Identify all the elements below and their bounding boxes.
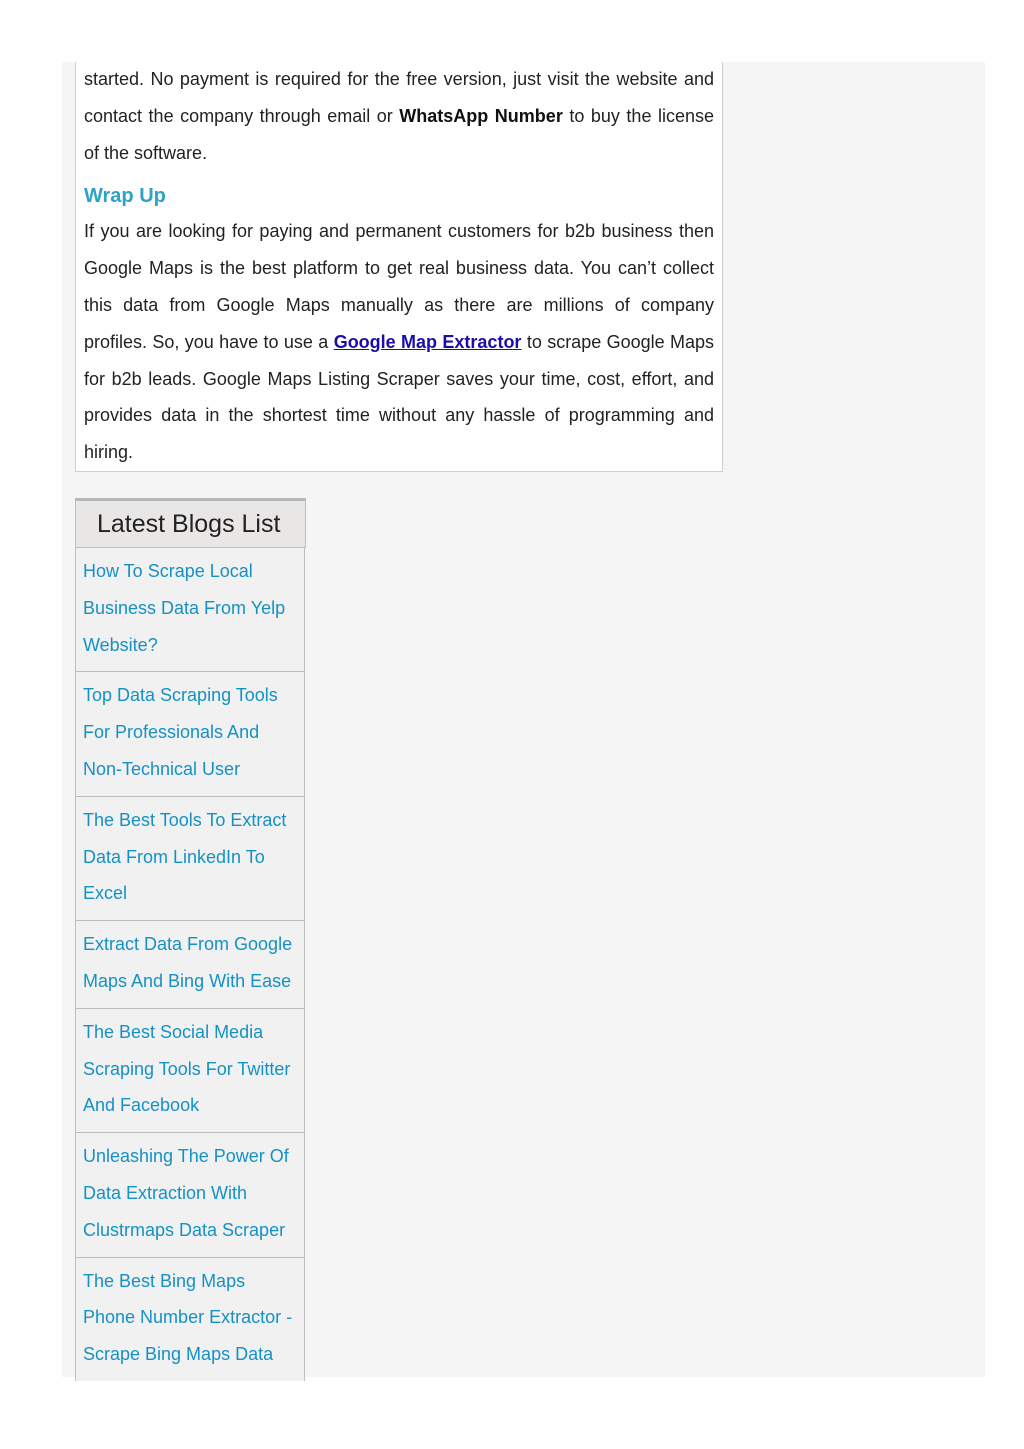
whatsapp-number-text: WhatsApp Number xyxy=(399,105,563,126)
intro-paragraph xyxy=(84,61,714,171)
latest-blogs-sidebar xyxy=(75,498,306,1381)
list-item xyxy=(75,548,305,672)
list-item xyxy=(75,1258,305,1381)
blog-link-linkedin[interactable]: The Best Tools To Extract Data From LinkedIn To Excel xyxy=(83,809,287,904)
intro-text-after: to buy the license of the software. xyxy=(84,105,715,163)
blog-link-bing-maps[interactable]: The Best Bing Maps Phone Number Extractor - Scrape Bing Maps Data xyxy=(83,1270,293,1365)
blog-list xyxy=(75,548,305,1381)
list-item xyxy=(75,1009,305,1133)
wrap-up-paragraph xyxy=(84,213,714,471)
article-content xyxy=(75,62,723,472)
sidebar-title: Latest Blogs List xyxy=(75,498,306,548)
blog-link-social-media[interactable]: The Best Social Media Scraping Tools For Twitter And Facebook xyxy=(83,1021,291,1116)
blog-link-google-bing[interactable]: Extract Data From Google Maps And Bing With Ease xyxy=(83,934,293,991)
wrap-text-before: If you are looking for paying and permanent customers for b2b business then Google Maps is the best platform to get real business data. You can’t collect this data from Google Maps manually as there are millions of company profiles. So, you have to use a xyxy=(84,221,714,352)
list-item xyxy=(75,672,305,796)
google-map-extractor-link[interactable]: Google Map Extractor xyxy=(333,331,522,352)
intro-text-before: started. No payment is required for the free version, just visit the website and contact the company through email or xyxy=(84,69,714,126)
list-item xyxy=(75,921,305,1009)
wrap-text-after: to scrape Google Maps for b2b leads. Google Maps Listing Scraper saves your time, cost, effort, and provides data in the shortest time without any hassle of programming and hiring. xyxy=(84,331,715,463)
blog-link-clustrmaps[interactable]: Unleashing The Power Of Data Extraction With Clustrmaps Data Scraper xyxy=(83,1146,289,1240)
list-item xyxy=(75,797,305,921)
list-item xyxy=(75,1133,305,1257)
blog-link-yelp[interactable]: How To Scrape Local Business Data From Yelp Website? xyxy=(83,561,286,655)
wrap-up-heading: Wrap Up xyxy=(84,185,166,208)
blog-link-scraping-tools[interactable]: Top Data Scraping Tools For Professionals And Non-Technical User xyxy=(83,685,278,779)
